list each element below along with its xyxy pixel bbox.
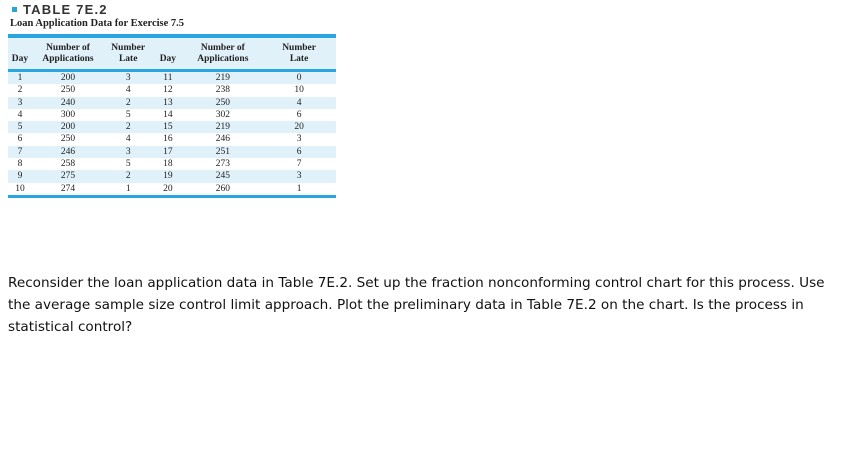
table-cell: 11: [152, 72, 183, 84]
table-row: [8, 72, 336, 84]
table-cell: 4: [104, 133, 152, 145]
table-cell: 12: [152, 84, 183, 96]
table-row: [8, 146, 336, 158]
table-cell: 4: [8, 109, 32, 121]
table-cell: 2: [104, 170, 152, 182]
data-table: [8, 38, 336, 195]
table-cell: 251: [183, 146, 262, 158]
header-cell: Number: [262, 38, 336, 54]
header-cell: Late: [104, 54, 152, 69]
table-cell: 302: [183, 109, 262, 121]
table-cell: 2: [104, 121, 152, 133]
table-cell: 300: [32, 109, 104, 121]
square-bullet-icon: [12, 7, 17, 12]
table-cell: 14: [152, 109, 183, 121]
table-cell: 5: [8, 121, 32, 133]
table-cell: 250: [32, 133, 104, 145]
header-cell: Applications: [32, 54, 104, 69]
table-cell: 250: [32, 84, 104, 96]
table-row: [8, 109, 336, 121]
header-cell: Number: [104, 38, 152, 54]
table-7e2: [8, 2, 336, 198]
table-cell: 15: [152, 121, 183, 133]
table-cell: 1: [104, 183, 152, 195]
table-cell: 20: [152, 183, 183, 195]
table-row: [8, 97, 336, 109]
table-cell: 2: [104, 97, 152, 109]
header-row-2: [8, 54, 336, 69]
table-cell: 6: [8, 133, 32, 145]
header-cell: [152, 38, 183, 54]
table-cell: 10: [262, 84, 336, 96]
table-bottom-rule: [8, 195, 336, 198]
table-cell: 3: [262, 133, 336, 145]
header-cell: Applications: [183, 54, 262, 69]
problem-text: Reconsider the loan application data in Table 7E.2. Set up the fraction nonconforming control chart for this process. Use the average sample size control limit approach. Plot the preliminary data in Table 7E.2 on the chart. Is the process in statistical control?: [8, 275, 825, 335]
header-cell: Number of: [32, 38, 104, 54]
table-cell: 17: [152, 146, 183, 158]
table-cell: 246: [183, 133, 262, 145]
table-cell: 7: [262, 158, 336, 170]
table-cell: 273: [183, 158, 262, 170]
table-cell: 258: [32, 158, 104, 170]
table-cell: 219: [183, 121, 262, 133]
table-row: [8, 133, 336, 145]
table-cell: 3: [104, 146, 152, 158]
table-cell: 240: [32, 97, 104, 109]
table-cell: 2: [8, 84, 32, 96]
table-cell: 200: [32, 72, 104, 84]
table-title: Loan Application Data for Exercise 7.5: [10, 18, 185, 29]
table-row: [8, 158, 336, 170]
table-cell: 18: [152, 158, 183, 170]
header-cell: Number of: [183, 38, 262, 54]
table-cell: 1: [8, 72, 32, 84]
header-row-1: [8, 38, 336, 54]
table-row: [8, 183, 336, 195]
table-cell: 9: [8, 170, 32, 182]
table-cell: 250: [183, 97, 262, 109]
table-cell: 246: [32, 146, 104, 158]
table-cell: 3: [262, 170, 336, 182]
table-cell: 3: [8, 97, 32, 109]
table-row: [8, 121, 336, 133]
header-cell: Day: [152, 54, 183, 69]
table-cell: 219: [183, 72, 262, 84]
table-cell: 20: [262, 121, 336, 133]
table-cell: 245: [183, 170, 262, 182]
table-cell: 5: [104, 109, 152, 121]
table-number: TABLE 7E.2: [23, 2, 108, 17]
table-cell: 200: [32, 121, 104, 133]
table-cell: 19: [152, 170, 183, 182]
table-cell: 4: [104, 84, 152, 96]
table-cell: 1: [262, 183, 336, 195]
table-cell: 6: [262, 109, 336, 121]
table-cell: 275: [32, 170, 104, 182]
table-label: [8, 2, 336, 17]
table-cell: 16: [152, 133, 183, 145]
table-cell: 260: [183, 183, 262, 195]
table-cell: 238: [183, 84, 262, 96]
table-row: [8, 84, 336, 96]
table-cell: 13: [152, 97, 183, 109]
table-cell: 8: [8, 158, 32, 170]
header-cell: [8, 38, 32, 54]
table-cell: 3: [104, 72, 152, 84]
header-cell: Late: [262, 54, 336, 69]
table-cell: 6: [262, 146, 336, 158]
table-cell: 4: [262, 97, 336, 109]
header-cell: Day: [8, 54, 32, 69]
table-cell: 5: [104, 158, 152, 170]
table-cell: 0: [262, 72, 336, 84]
table-row: [8, 170, 336, 182]
table-cell: 10: [8, 183, 32, 195]
table-cell: 7: [8, 146, 32, 158]
table-cell: 274: [32, 183, 104, 195]
